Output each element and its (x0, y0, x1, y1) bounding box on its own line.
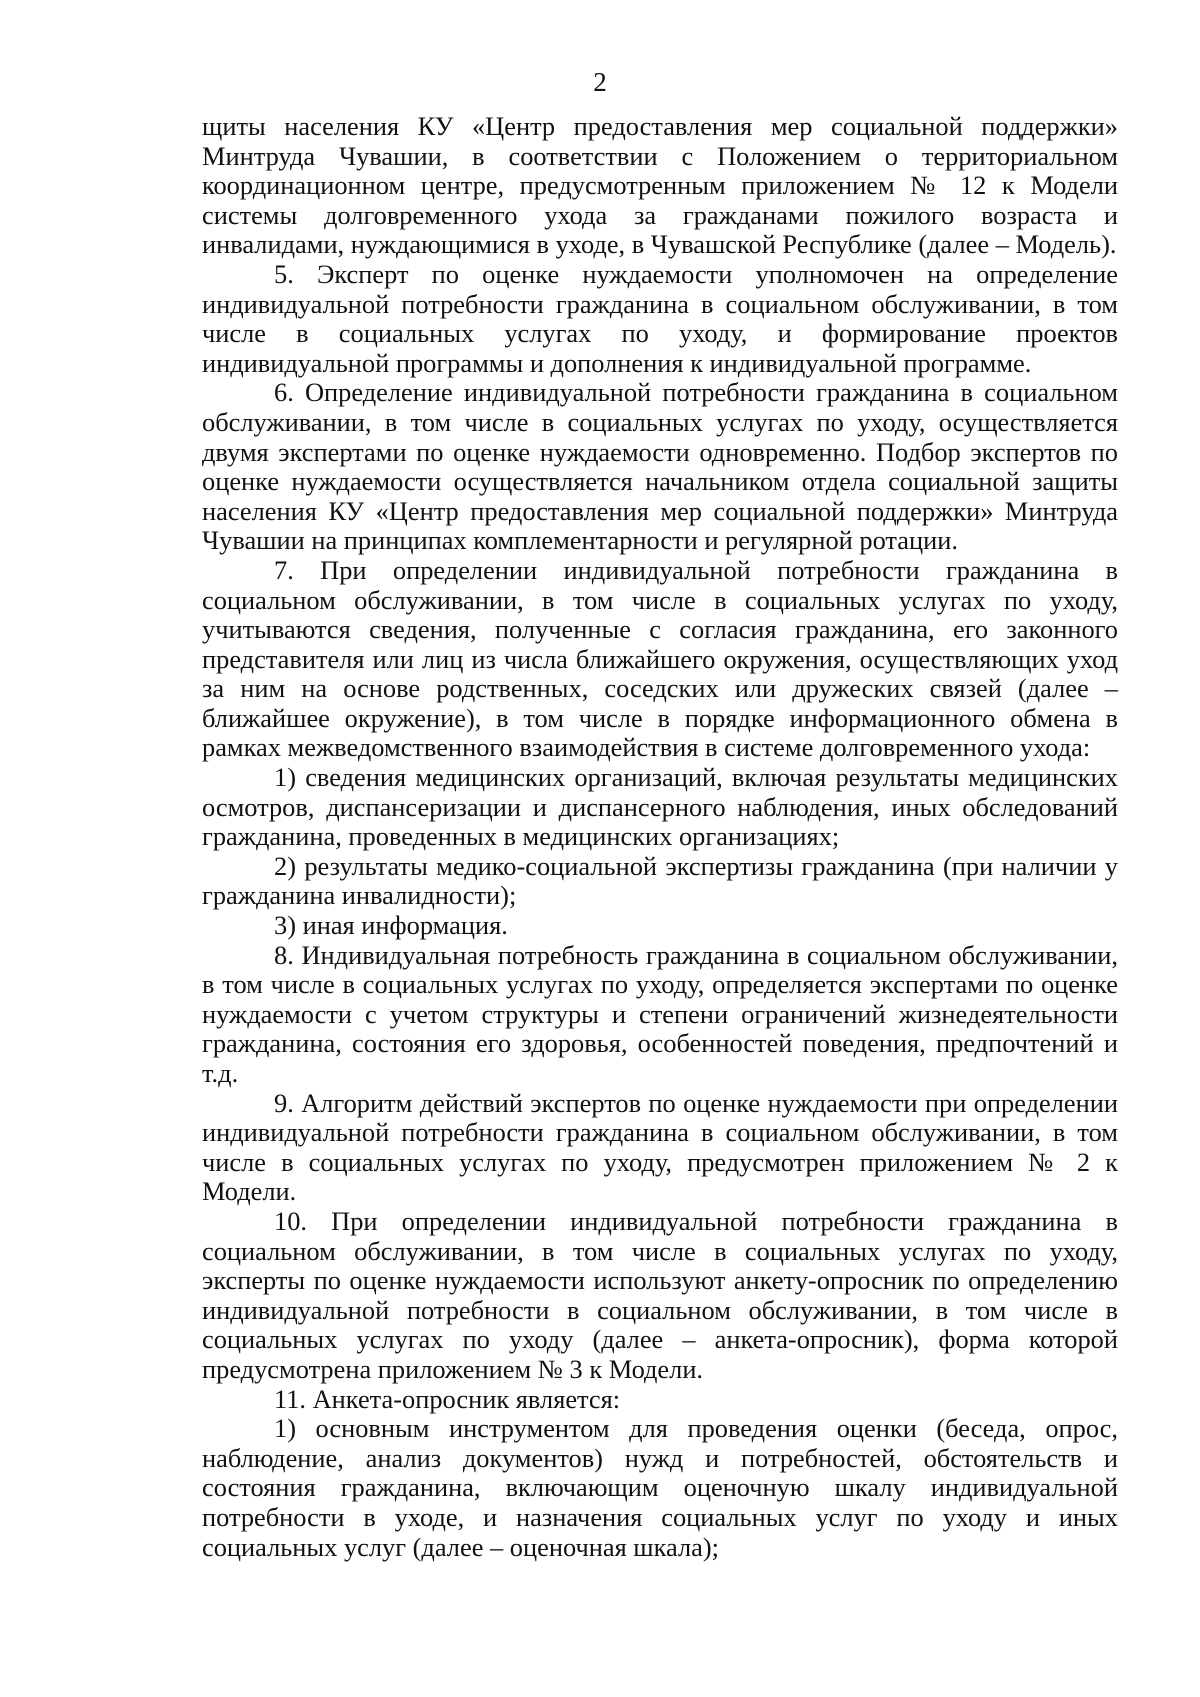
document-body (202, 112, 1118, 1562)
paragraph-subitem-7-3: 3) иная информация. (274, 910, 508, 941)
page-number: 2 (593, 67, 607, 97)
paragraph-subitem-7-2: 2) результаты медико-социальной экспертизы гражданина (при наличии у гражданина инвалидности); (202, 850, 1118, 911)
paragraph-continuation: щиты населения КУ «Центр предоставления мер социальной поддержки» Минтруда Чувашии, в соответствии с Положением о территориальном координационном центре, предусмотренным приложением № 12 к Модели системы долговременного ухода за гражданами пожилого возраста и инвалидами, нуждающимися в уходе, в Чувашской Республике (далее – Модель). (202, 111, 1118, 260)
paragraph-item-9: 9. Алгоритм действий экспертов по оценке нуждаемости при определении индивидуальной потребности гражданина в социальном обслуживании, в том числе в социальных услугах по уходу, предусмотрен приложением № 2 к Модели. (202, 1087, 1118, 1207)
paragraph-subitem-11-1: 1) основным инструментом для проведения оценки (беседа, опрос, наблюдение, анализ документов) нужд и потребностей, обстоятельств и состояния гражданина, включающим оценочную шкалу индивидуальной потребности в уходе, и назначения социальных услуг по уходу и иных социальных услуг (далее – оценочная шкала); (202, 1413, 1118, 1562)
paragraph-item-7: 7. При определении индивидуальной потребности гражданина в социальном обслуживании, в том числе в социальных услугах по уходу, учитываются сведения, полученные с согласия гражданина, его законного представителя или лиц из числа ближайшего окружения, осуществляющих уход за ним на основе родственных, соседских или дружеских связей (далее – ближайшее окружение), в том числе в порядке информационного обмена в рамках межведомственного взаимодействия в системе долговременного ухода: (202, 554, 1118, 763)
paragraph-item-5: 5. Эксперт по оценке нуждаемости уполномочен на определение индивидуальной потребности гражданина в социальном обслуживании, в том числе в социальных услугах по уходу, и формирование проектов индивидуальной программы и дополнения к индивидуальной программе. (202, 258, 1118, 378)
paragraph-subitem-7-1: 1) сведения медицинских организаций, включая результаты медицинских осмотров, диспансеризации и диспансерного наблюдения, иных обследований гражданина, проведенных в медицинских организациях; (202, 762, 1118, 852)
paragraph-item-11: 11. Анкета-опросник является: (274, 1383, 621, 1414)
paragraph-item-6: 6. Определение индивидуальной потребности гражданина в социальном обслуживании, в том числе в социальных услугах по уходу, осуществляется двумя экспертами по оценке нуждаемости одновременно. Подбор экспертов по оценке нуждаемости осуществляется начальником отдела социальной защиты населения КУ «Центр предоставления мер социальной поддержки» Минтруда Чувашии на принципах комплементарности и регулярной ротации. (202, 377, 1118, 556)
paragraph-item-10: 10. При определении индивидуальной потребности гражданина в социальном обслуживании, в том числе в социальных услугах по уходу, эксперты по оценке нуждаемости используют анкету-опросник по определению индивидуальной потребности в социальном обслуживании, в том числе в социальных услугах по уходу (далее – анкета-опросник), форма которой предусмотрена приложением № 3 к Модели. (202, 1205, 1118, 1384)
paragraph-item-8: 8. Индивидуальная потребность гражданина в социальном обслуживании, в том числе в социальных услугах по уходу, определяется экспертами по оценке нуждаемости с учетом структуры и степени ограничений жизнедеятельности гражданина, состояния его здоровья, особенностей поведения, предпочтений и т.д. (202, 939, 1118, 1088)
